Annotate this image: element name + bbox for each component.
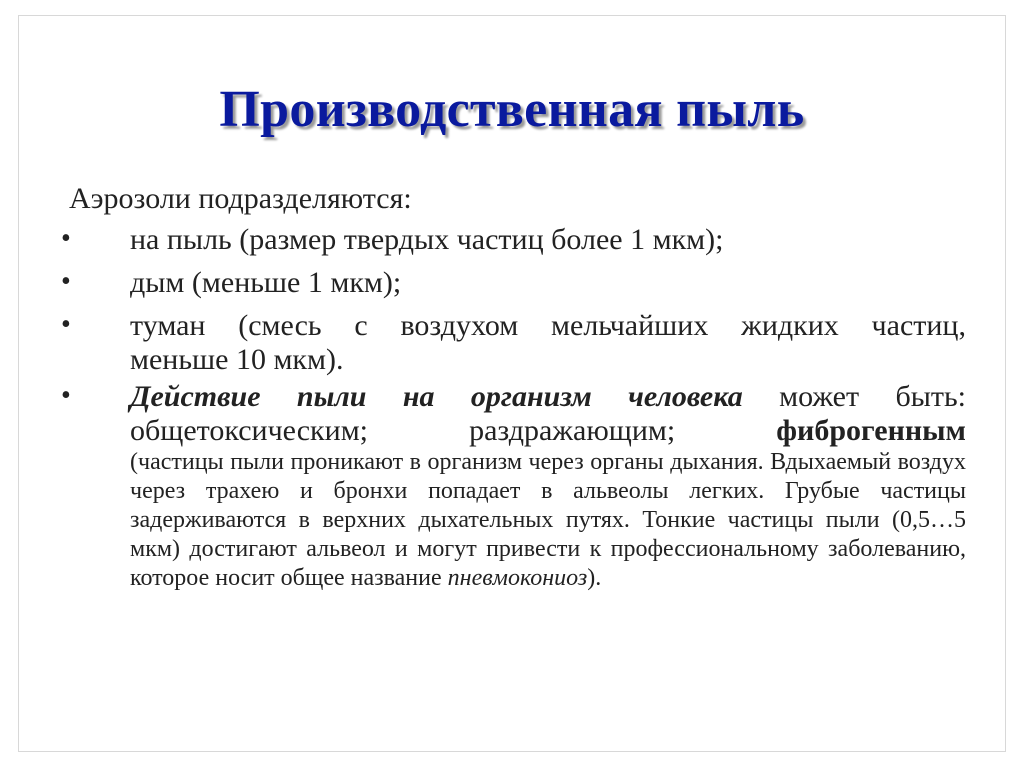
explanation-end: ). [587,565,602,591]
list-item-text [130,309,966,377]
list-item-text: на пыль (размер твердых частиц более 1 мкм); [130,223,724,256]
slide [18,15,1006,752]
fog-line-2: меньше 10 мкм). [130,343,344,376]
list-item-text [130,380,966,593]
effect-line [130,380,966,414]
effect-tail: может быть: [742,380,967,413]
bullet-icon: • [61,223,71,254]
intro-text: Аэрозоли подразделяются: [69,182,412,215]
explanation-text [130,448,966,593]
fog-line-1: туман (смесь с воздухом мельчайших жидких частиц, [130,309,966,342]
list-item-text: дым (меньше 1 мкм); [130,266,402,299]
pneumoconiosis-term: пневмокониоз [447,565,588,591]
fibrogenic-term: фиброгенным [776,414,966,447]
effect-types-line [130,414,966,448]
effect-types: общетоксическим; раздражающим; [130,414,676,447]
explanation-body: (частицы пыли проникают в организм через органы дыхания. Вдыхаемый воздух через трахею и бронхи попадает в альвеолы легких. Грубые частицы задерживаются в верхних дыхательных путях. Тонкие частицы пыли (0,5…5 мкм) достигают альвеол и могут привести к профессиональному заболеванию, которое носит общее название [130,449,966,591]
bullet-icon: • [61,380,71,411]
effect-heading: Действие пыли на организм человека [130,380,743,413]
page-title: Производственная пыль [219,81,805,138]
bullet-icon: • [61,266,71,297]
bullet-icon: • [61,309,71,340]
